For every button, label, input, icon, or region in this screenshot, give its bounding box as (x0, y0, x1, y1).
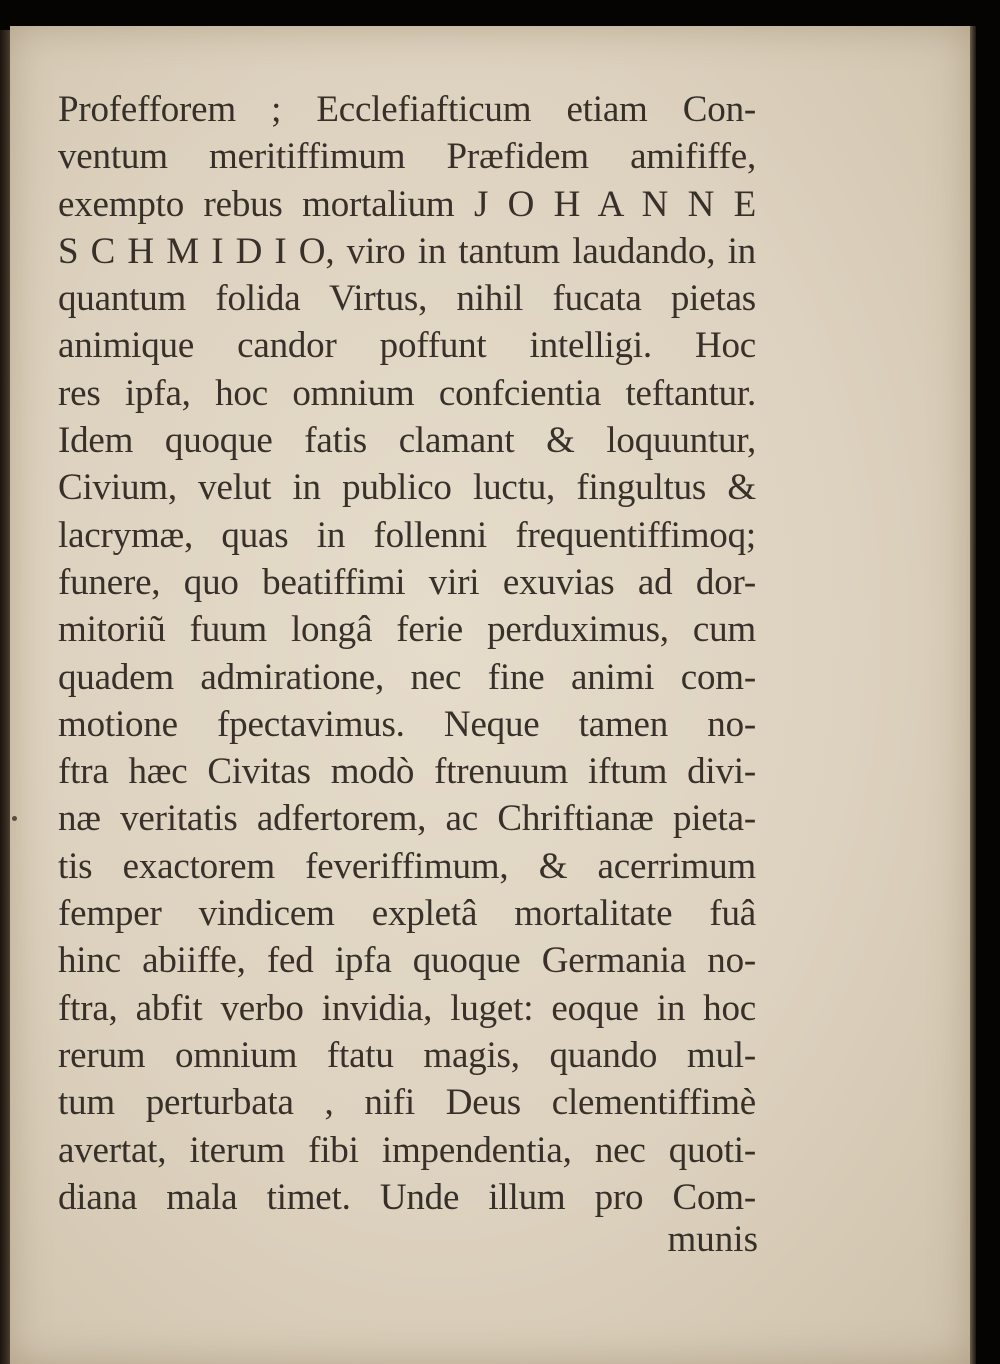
text-line: lacrymæ, quas in follenni frequentiffimoq; (58, 514, 756, 556)
text-line: funere, quo beatiffimi viri exuvias ad dor- (58, 561, 756, 603)
text-line: næ veritatis adfertorem, ac Chriftianæ pieta- (58, 798, 756, 840)
text-line: exempto rebus mortalium J O H A N N E (58, 183, 756, 225)
catchword: munis (667, 1219, 758, 1260)
text-line: hinc abiiffe, fed ipfa quoque Germania no- (58, 940, 756, 982)
text-line: femper vindicem expletâ mortalitate fuâ (58, 893, 756, 935)
page-text-block (58, 86, 756, 1221)
text-line: ftra, abfit verbo invidia, luget: eoque in hoc (58, 987, 756, 1029)
text-line: mitoriũ fuum longâ ferie perduximus, cum (58, 609, 756, 651)
paper-speck (12, 816, 17, 821)
text-line: res ipfa, hoc omnium confcientia teftantur. (58, 372, 756, 414)
text-line: ftra hæc Civitas modò ftrenuum iftum divi- (58, 751, 756, 793)
text-line: Idem quoque fatis clamant & loquuntur, (58, 420, 756, 462)
text-line: S C H M I D I O, viro in tantum laudando, in (58, 230, 756, 272)
book-page (10, 26, 970, 1364)
text-line: avertat, iterum fibi impendentia, nec quoti- (58, 1129, 756, 1171)
page-edge-shadow (970, 26, 976, 1364)
text-line: rerum omnium ftatu magis, quando mul- (58, 1034, 756, 1076)
text-line: diana mala timet. Unde illum pro Com- (58, 1176, 756, 1218)
text-line: Civium, velut in publico luctu, fingultus & (58, 467, 756, 509)
text-line: quantum folida Virtus, nihil fucata pietas (58, 278, 756, 320)
text-line: animique candor poffunt intelligi. Hoc (58, 325, 756, 367)
text-line: ventum meritiffimum Præfidem amififfe, (58, 136, 756, 178)
text-line: quadem admiratione, nec fine animi com- (58, 656, 756, 698)
text-line: Profefforem ; Ecclefiafticum etiam Con- (58, 89, 756, 130)
text-line: tis exactorem feveriffimum, & acerrimum (58, 845, 756, 887)
text-line: tum perturbata , nifi Deus clementiffimè (58, 1082, 756, 1124)
text-line: motione fpectavimus. Neque tamen no- (58, 703, 756, 745)
